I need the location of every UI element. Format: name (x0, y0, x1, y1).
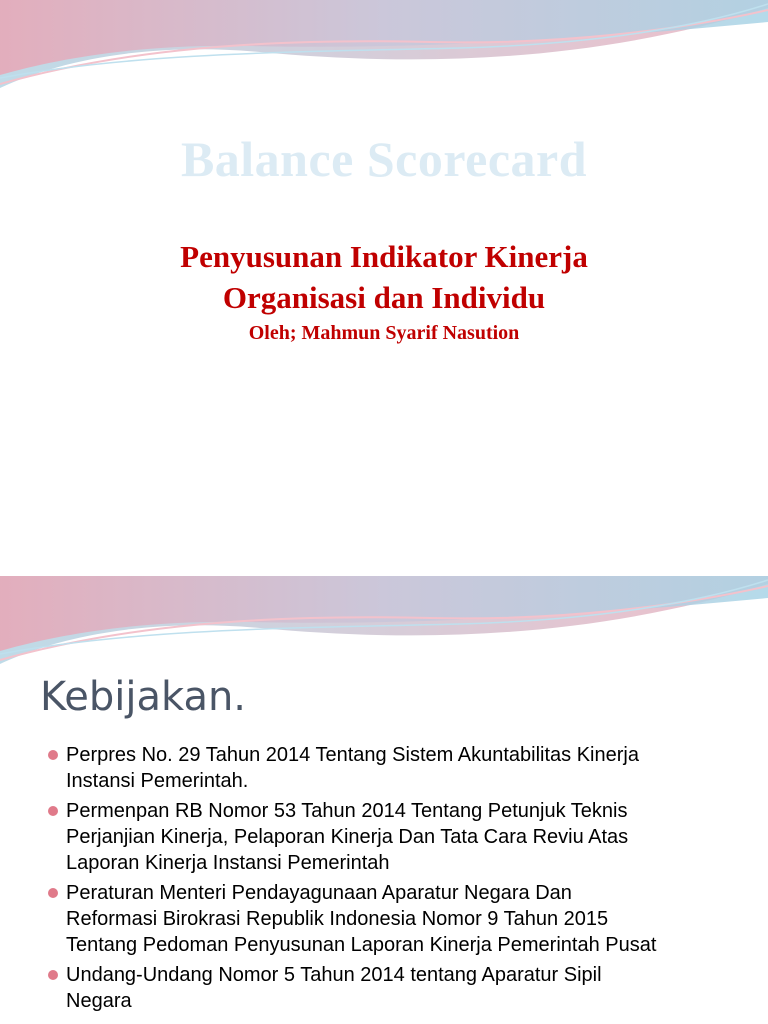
bullet-dot-icon (48, 970, 58, 980)
content-slide (0, 576, 768, 1024)
bullet-dot-icon (48, 806, 58, 816)
list-item-line: Peraturan Menteri Pendayagunaan Aparatur Negara Dan (66, 882, 572, 904)
list-item-line: Perjanjian Kinerja, Pelaporan Kinerja Dan Tata Cara Reviu Atas (66, 826, 629, 848)
list-item (46, 798, 756, 876)
policy-list (46, 742, 756, 1018)
slide-title: Balance Scorecard (180, 131, 588, 187)
list-item (46, 742, 756, 794)
list-item (46, 880, 756, 958)
list-item-line: Permenpan RB Nomor 53 Tahun 2014 Tentang Petunjuk Teknis (66, 800, 628, 822)
decorative-wave-header (0, 0, 768, 95)
list-item-line: Laporan Kinerja Instansi Pemerintah (66, 852, 390, 874)
decorative-wave-header (0, 576, 768, 671)
bullet-dot-icon (48, 888, 58, 898)
subtitle-line-1: Penyusunan Indikator Kinerja (180, 239, 588, 274)
subtitle-line-2: Organisasi dan Individu (222, 280, 546, 315)
list-item-line: Negara (66, 990, 132, 1012)
list-item (46, 962, 756, 1014)
list-item-line: Reformasi Birokrasi Republik Indonesia Nomor 9 Tahun 2015 (66, 908, 609, 930)
slide-heading: Kebijakan. (40, 674, 247, 720)
list-item-line: Perpres No. 29 Tahun 2014 Tentang Sistem Akuntabilitas Kinerja (66, 744, 639, 766)
slide-separator (0, 512, 768, 576)
author-line: Oleh; Mahmun Syarif Nasution (248, 322, 520, 344)
list-item-line: Tentang Pedoman Penyusunan Laporan Kinerja Pemerintah Pusat (66, 934, 657, 956)
slide-subtitle (0, 236, 768, 318)
list-item-line: Instansi Pemerintah. (66, 770, 249, 792)
list-item-line: Undang-Undang Nomor 5 Tahun 2014 tentang Aparatur Sipil (66, 964, 602, 986)
bullet-dot-icon (48, 750, 58, 760)
